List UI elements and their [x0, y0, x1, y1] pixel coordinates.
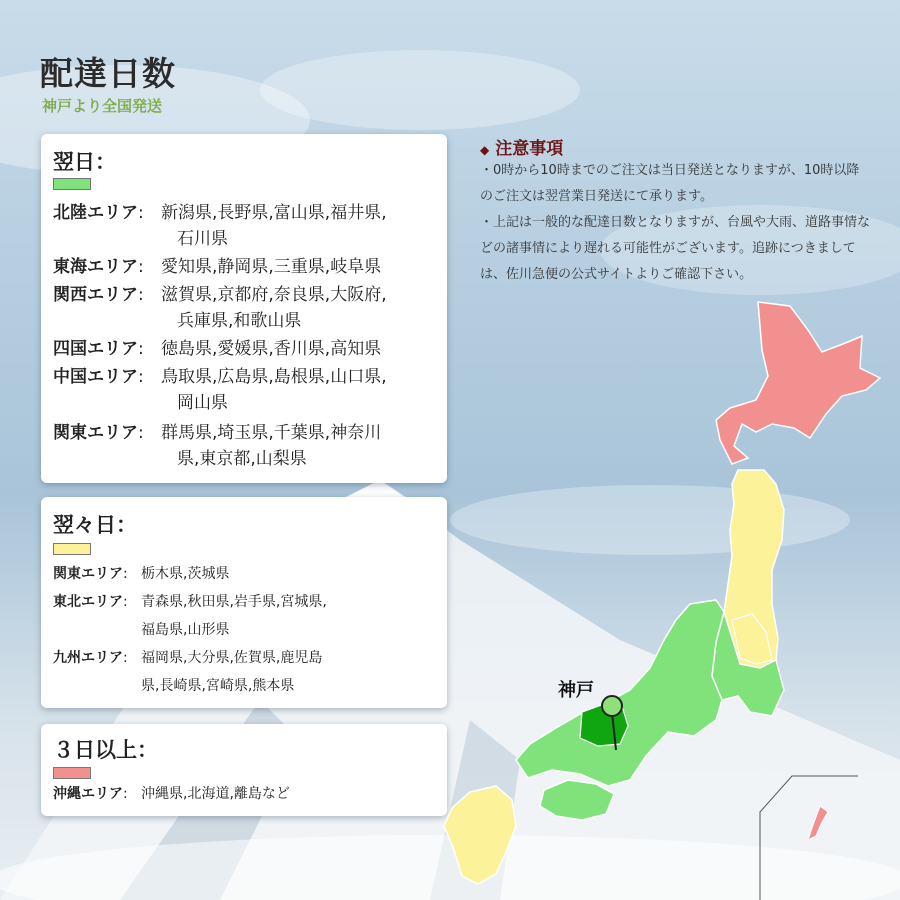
area-row: 四国エリア: 徳島県,愛媛県,香川県,高知県 [53, 336, 144, 362]
area-row: 東海エリア: 愛知県,静岡県,三重県,岐阜県 [53, 254, 144, 280]
area-name: 中国エリア [53, 367, 138, 387]
area-row: 九州エリア: 福岡県,大分県,佐賀県,鹿児島 県,長崎県,宮崎県,熊本県 [53, 644, 128, 672]
area-row: 沖縄エリア: 沖縄県,北海道,離島など [53, 780, 128, 808]
hokkaido-region [716, 302, 880, 464]
area-prefectures-cont: 岡山県 [177, 393, 228, 413]
area-prefectures-cont: 石川県 [177, 229, 228, 249]
two-day-heading: 翌々日： [53, 513, 137, 537]
page-subtitle: 神戸より全国発送 [42, 97, 163, 115]
area-name: 北陸エリア [53, 203, 138, 223]
area-prefectures-cont: 福島県,山形県 [141, 622, 230, 638]
diamond-bullet-icon: ◆ [480, 143, 490, 157]
area-prefectures: 群馬県,埼玉県,千葉県,神奈川 [161, 423, 382, 443]
area-prefectures: 沖縄県,北海道,離島など [141, 786, 290, 802]
area-name: 東北エリア [53, 594, 123, 610]
next-day-heading: 翌日： [53, 150, 116, 174]
area-prefectures: 栃木県,茨城県 [141, 566, 230, 582]
area-row: 関東エリア: 栃木県,茨城県 [53, 560, 128, 588]
note-item: ・上記は一般的な配達日数となりますが、台風や大雨、道路事情などの諸事情により遅れる可能性がございます。追跡につきましては、佐川急便の公式サイトよりご確認下さい。 [480, 215, 871, 282]
area-prefectures: 徳島県,愛媛県,香川県,高知県 [161, 339, 382, 359]
area-prefectures: 福岡県,大分県,佐賀県,鹿児島 [141, 650, 323, 666]
area-prefectures: 青森県,秋田県,岩手県,宮城県, [141, 594, 327, 610]
area-name: 関東エリア [53, 423, 138, 443]
three-plus-heading: ３日以上： [53, 738, 158, 762]
area-name: 四国エリア [53, 339, 138, 359]
area-row: 中国エリア: 鳥取県,広島県,島根県,山口県, 岡山県 [53, 364, 144, 390]
area-prefectures-cont: 県,東京都,山梨県 [177, 449, 307, 469]
area-row: 関西エリア: 滋賀県,京都府,奈良県,大阪府, 兵庫県,和歌山県 [53, 282, 144, 308]
page-title: 配達日数 [40, 54, 176, 93]
shikoku-region [540, 780, 614, 820]
okinawa-islands [808, 806, 828, 840]
honshu-central-region [516, 600, 724, 786]
kyushu-region [444, 786, 516, 884]
notes-title-text: 注意事項 [495, 139, 564, 159]
area-row: 関東エリア: 群馬県,埼玉県,千葉県,神奈川 県,東京都,山梨県 [53, 420, 144, 446]
area-name: 関東エリア [53, 566, 123, 582]
area-prefectures: 愛知県,静岡県,三重県,岐阜県 [161, 257, 382, 277]
area-prefectures: 鳥取県,広島県,島根県,山口県, [161, 367, 387, 387]
area-row: 東北エリア: 青森県,秋田県,岩手県,宮城県, 福島県,山形県 [53, 588, 128, 616]
area-prefectures: 新潟県,長野県,富山県,福井県, [161, 203, 387, 223]
area-name: 九州エリア [53, 650, 123, 666]
area-prefectures-cont: 県,長崎県,宮崎県,熊本県 [141, 678, 295, 694]
area-name: 沖縄エリア [53, 786, 123, 802]
area-name: 関西エリア [53, 285, 138, 305]
area-name: 東海エリア [53, 257, 138, 277]
area-row: 北陸エリア: 新潟県,長野県,富山県,福井県, 石川県 [53, 200, 144, 226]
kobe-label: 神戸 [558, 680, 594, 701]
map-pin-icon [602, 696, 622, 716]
area-prefectures: 滋賀県,京都府,奈良県,大阪府, [161, 285, 387, 305]
area-prefectures-cont: 兵庫県,和歌山県 [177, 311, 302, 331]
note-item: ・0時から10時までのご注文は当日発送となりますが、10時以降のご注文は翌営業日発送にて承ります。 [480, 163, 860, 204]
